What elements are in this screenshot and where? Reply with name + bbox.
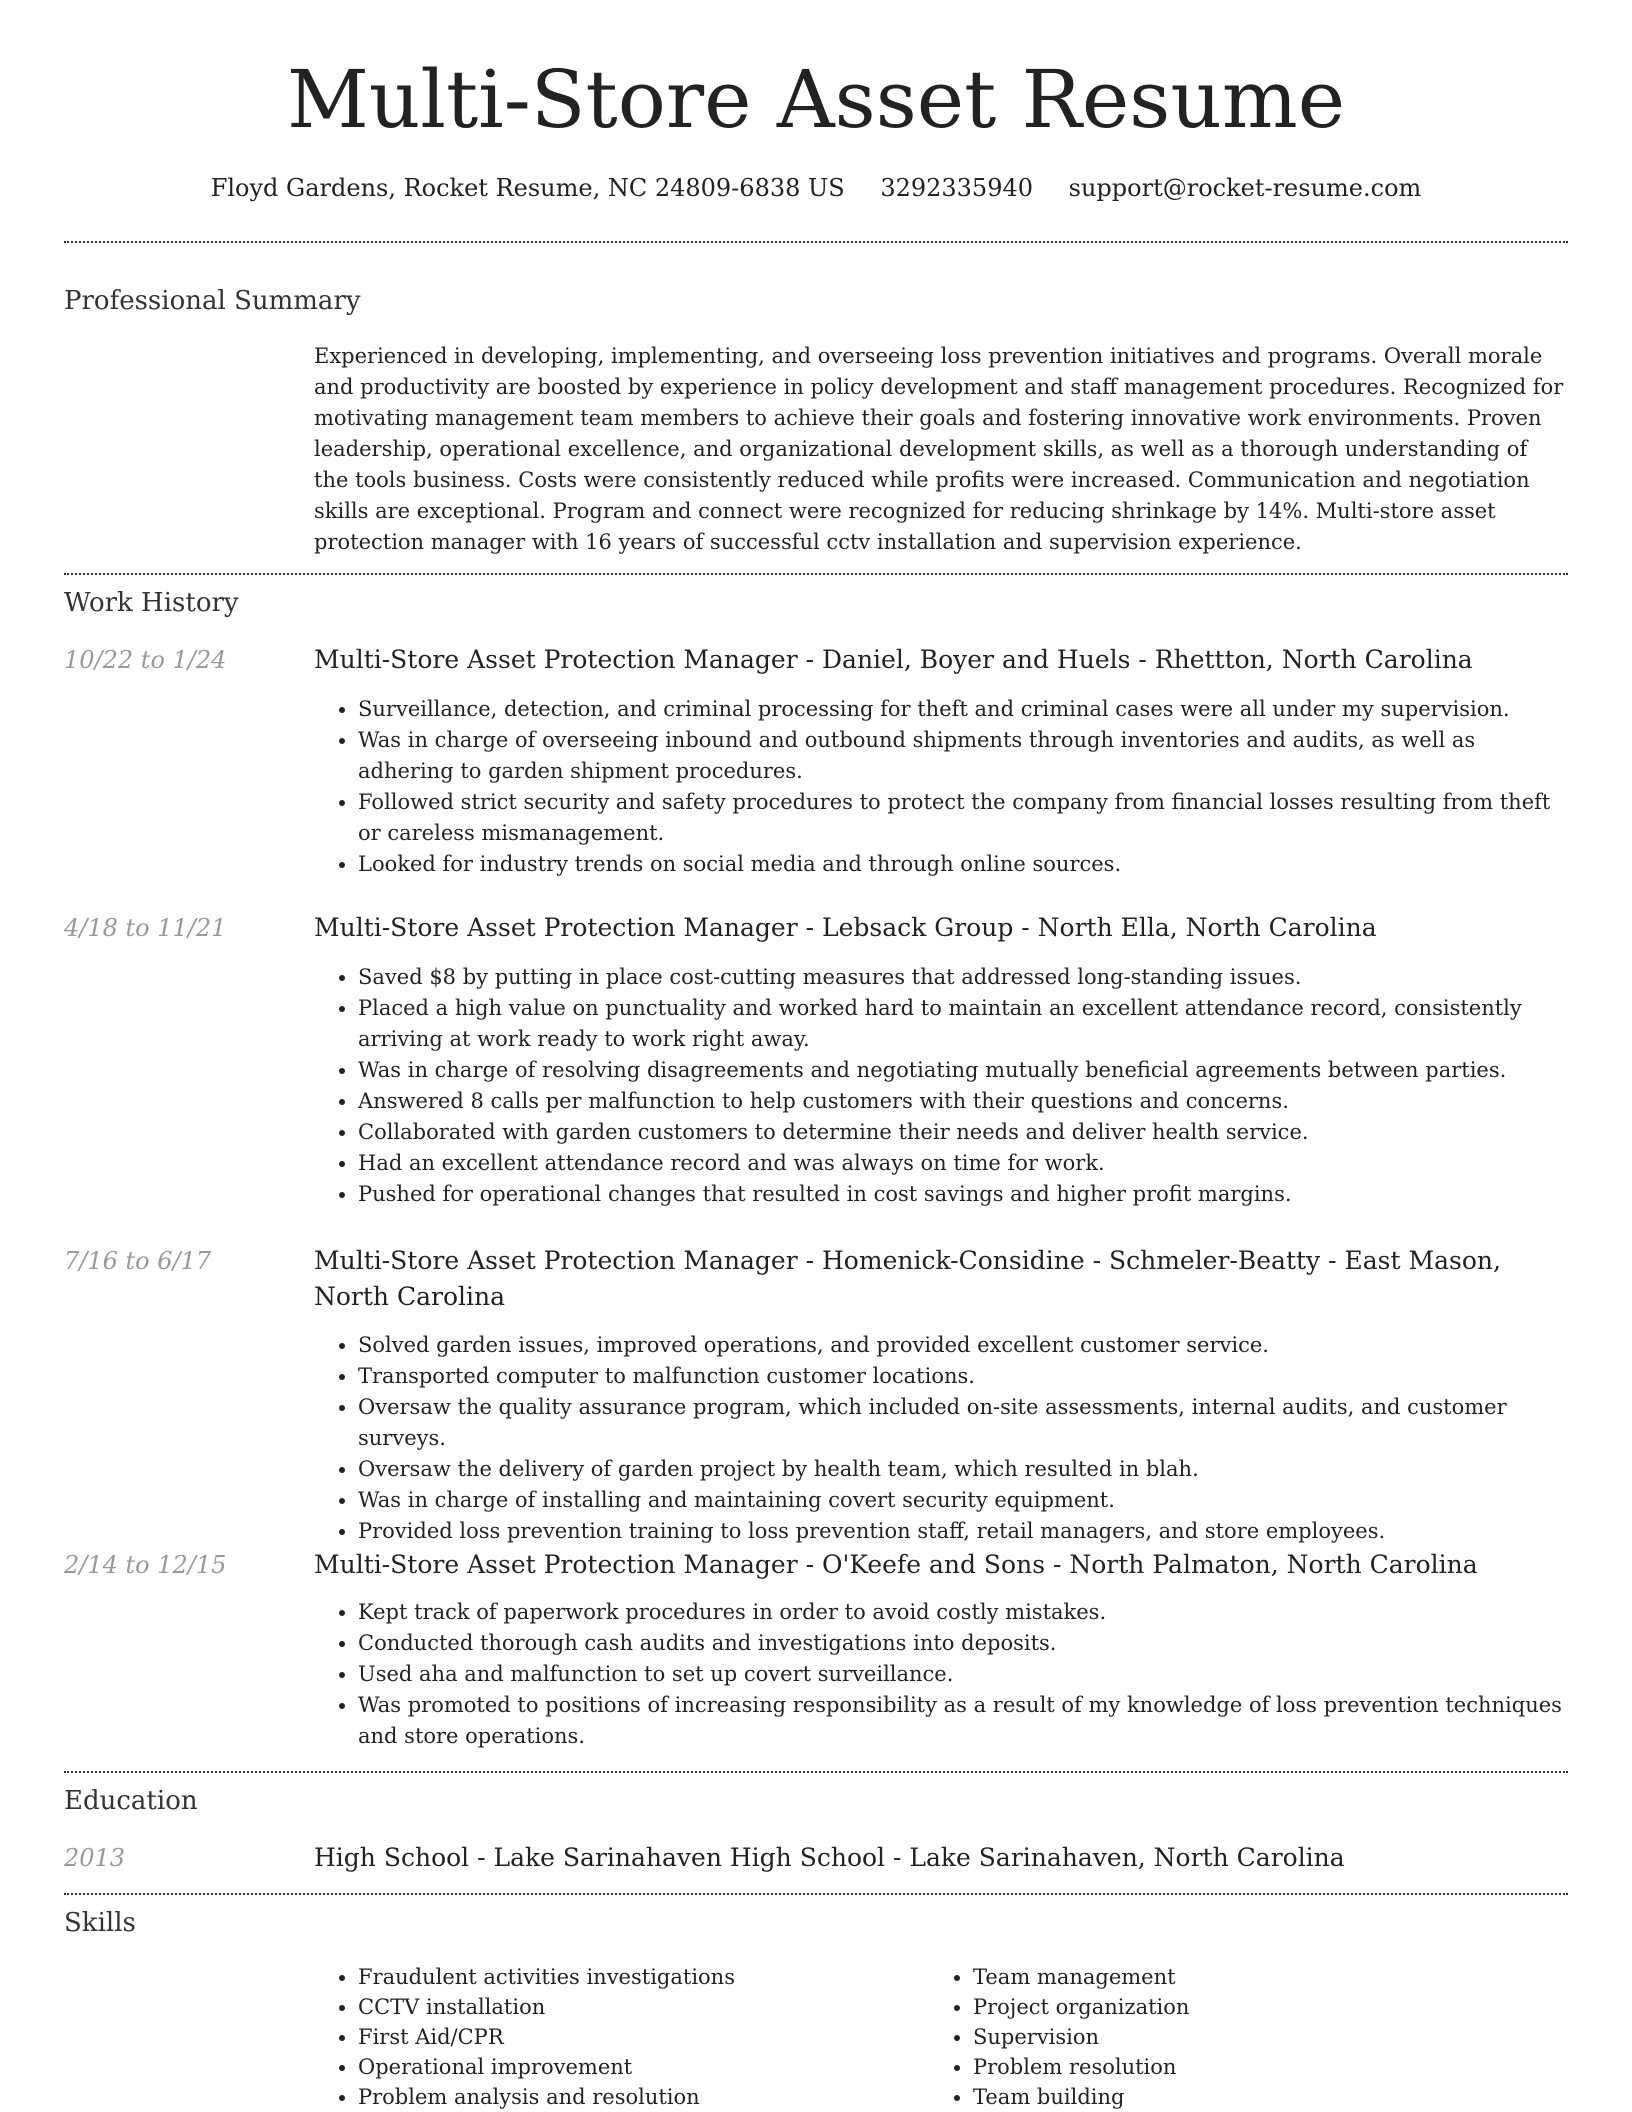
list-item: • Problem analysis and resolution — [358, 2082, 874, 2112]
job-dates: 2/14 to 12/15 — [64, 1551, 227, 1579]
list-item: • Fraudulent activities investigations — [358, 1962, 874, 1992]
list-item: • Transported computer to malfunction customer locations. — [358, 1361, 1568, 1392]
list-item: • Operational improvement — [358, 2052, 874, 2082]
list-item: • First Aid/CPR — [358, 2022, 874, 2052]
education-year: 2013 — [64, 1844, 126, 1872]
list-item: • Supervision — [973, 2022, 1489, 2052]
list-item: • Used aha and malfunction to set up covert surveillance. — [358, 1659, 1568, 1690]
job-dates: 4/18 to 11/21 — [64, 914, 227, 942]
divider — [64, 1893, 1568, 1895]
contact-email: support@rocket-resume.com — [1068, 174, 1422, 202]
section-heading-education: Education — [64, 1786, 198, 1816]
list-item: • Was in charge of resolving disagreements and negotiating mutually beneficial agreements between parties. — [358, 1055, 1568, 1086]
summary-text: Experienced in developing, implementing, and overseeing loss prevention initiatives and programs. Overall morale and productivity are boosted by experience in policy development and staff management procedures. Recognized for motivating management team members to achieve their goals and fostering innovative work environments. Proven leadership, operational excellence, and organizational development skills, as well as a thorough understanding of the tools business. Costs were consistently reduced while profits were increased. Communication and negotiation skills are exceptional. Program and connect were recognized for reducing shrinkage by 14%. Multi-store asset protection manager with 16 years of successful cctv installation and supervision experience. — [314, 344, 1564, 554]
list-item: • CCTV installation — [358, 1992, 874, 2022]
section-heading-skills: Skills — [64, 1908, 136, 1938]
list-item: • Problem resolution — [973, 2052, 1489, 2082]
divider — [64, 573, 1568, 575]
skills-list-right — [929, 1962, 1489, 2112]
skills-list-left — [314, 1962, 874, 2112]
job-dates: 10/22 to 1/24 — [64, 646, 227, 674]
list-item: • Oversaw the delivery of garden project by health team, which resulted in blah. — [358, 1454, 1568, 1485]
section-heading-work: Work History — [64, 588, 239, 618]
list-item: • Looked for industry trends on social media and through online sources. — [358, 849, 1568, 880]
list-item: • Oversaw the quality assurance program, which included on-site assessments, internal audits, and customer surveys. — [358, 1392, 1568, 1454]
job-title: Multi-Store Asset Protection Manager - O'Keefe and Sons - North Palmaton, North Carolina — [314, 1550, 1478, 1579]
list-item: • Provided loss prevention training to loss prevention staff, retail managers, and store employees. — [358, 1516, 1568, 1547]
list-item: • Conducted thorough cash audits and investigations into deposits. — [358, 1628, 1568, 1659]
list-item: • Was in charge of installing and maintaining covert security equipment. — [358, 1485, 1568, 1516]
list-item: • Had an excellent attendance record and was always on time for work. — [358, 1148, 1568, 1179]
job-title: Multi-Store Asset Protection Manager - Daniel, Boyer and Huels - Rhettton, North Carolina — [314, 645, 1473, 674]
divider — [64, 241, 1568, 243]
contact-address: Floyd Gardens, Rocket Resume, NC 24809-6838 US — [210, 174, 845, 202]
list-item: • Team management — [973, 1962, 1489, 1992]
education-entry: High School - Lake Sarinahaven High School - Lake Sarinahaven, North Carolina — [314, 1843, 1345, 1872]
job-dates: 7/16 to 6/17 — [64, 1247, 212, 1275]
job-bullets — [314, 1330, 1568, 1547]
list-item: • Team building — [973, 2082, 1489, 2112]
job-bullets — [314, 962, 1568, 1210]
list-item: • Was promoted to positions of increasing responsibility as a result of my knowledge of loss prevention techniques and store operations. — [358, 1690, 1568, 1752]
contact-phone: 3292335940 — [880, 174, 1034, 202]
list-item: • Project organization — [973, 1992, 1489, 2022]
list-item: • Followed strict security and safety procedures to protect the company from financial losses resulting from theft or careless mismanagement. — [358, 787, 1568, 849]
divider — [64, 1771, 1568, 1773]
list-item: • Kept track of paperwork procedures in order to avoid costly mistakes. — [358, 1597, 1568, 1628]
list-item: • Answered 8 calls per malfunction to help customers with their questions and concerns. — [358, 1086, 1568, 1117]
section-heading-summary: Professional Summary — [64, 286, 361, 316]
job-bullets — [314, 1597, 1568, 1752]
list-item: • Surveillance, detection, and criminal processing for theft and criminal cases were all under my supervision. — [358, 694, 1568, 725]
list-item: • Collaborated with garden customers to determine their needs and deliver health service. — [358, 1117, 1568, 1148]
job-title: Multi-Store Asset Protection Manager - Homenick-Considine - Schmeler-Beatty - East Mason, North Carolina — [314, 1246, 1501, 1311]
list-item: • Pushed for operational changes that resulted in cost savings and higher profit margins. — [358, 1179, 1568, 1210]
list-item: • Saved $8 by putting in place cost-cutting measures that addressed long-standing issues. — [358, 962, 1568, 993]
list-item: • Solved garden issues, improved operations, and provided excellent customer service. — [358, 1330, 1568, 1361]
contact-line — [0, 170, 1632, 206]
list-item: • Placed a high value on punctuality and worked hard to maintain an excellent attendance record, consistently arriving at work ready to work right away. — [358, 993, 1568, 1055]
job-bullets — [314, 694, 1568, 880]
job-title: Multi-Store Asset Protection Manager - Lebsack Group - North Ella, North Carolina — [314, 913, 1377, 942]
resume-title: Multi-Store Asset Resume — [286, 53, 1346, 146]
list-item: • Was in charge of overseeing inbound and outbound shipments through inventories and audits, as well as adhering to garden shipment procedures. — [358, 725, 1568, 787]
